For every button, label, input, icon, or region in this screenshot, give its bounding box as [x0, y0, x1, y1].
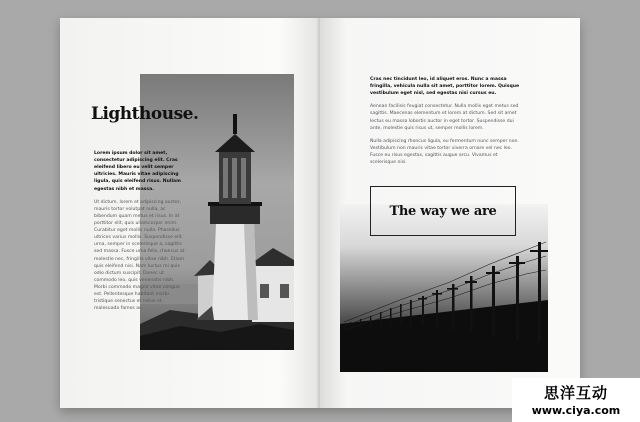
quote-box [370, 186, 516, 236]
right-text-column [370, 76, 520, 172]
left-body-paragraph: Ut dictum, lorem et adipiscing auctor, mauris tortor volutpat nulla, ac bibendum quam metus et risus. In at porttitor elit, quis ullamcorper enim. Curabitur eget mollis nulla. Phasellus ultrices varius mollis. Suspendisse elit urna, semper in scelerisque a, sagittis sed massa. Fusce urna felis, rhoncus at molestie nec, fringilla vitae nibh. Etiam quis eleifend nisi. Nam luctus mi quis odio dictum suscipit. Donec ut commodo leo, quis venenatis nibh. Morbi commodo magna vitae congue est. Pellentesque habitant morbi tristique senectus et netus et malesuada fames ac. [94, 199, 185, 312]
right-paragraph-1: Aenean facilisis feugiat consectetur. Nulla mollis eget metus sed sagittis. Maecenas elementum et lorem at dictum. Sed sit amet lectus eu massa lobortis auctor in eget tortor. Suspendisse dui ante, molestie quis risus ut, semper mollis lorem. [370, 104, 519, 131]
right-paragraph-2: Nulla adipiscing rhoncus ligula, eu fermentum nunc semper non. Vestibulum non mauris vitae tortor viverra ornare vel nec leo. Fusce eu risus egestas, sagittis augue arcu. Vivamus et scelerisque nisi. [370, 138, 519, 166]
watermark-url: www.ciya.com [531, 404, 621, 417]
left-text-column [94, 150, 186, 318]
site-watermark [512, 378, 640, 422]
left-lead-paragraph: Lorem ipsum dolor sit amet, consectetur adipiscing elit. Cras eleifend libero eu velit semper ultricies. Mauris vitae adipiscing ligula, quis eleifend risus. Nullam egestas nibh et massa. [94, 151, 181, 192]
right-lead-paragraph: Cras nec tincidunt leo, id aliquet eros. Nunc a massa fringilla, vehicula nulla sit amet, porttitor lorem. Quisque vestibulum eget nisl, sed egestas nisi cursus eu. [370, 77, 520, 97]
watermark-chinese-text: 思洋互动 [543, 384, 608, 402]
article-title: Lighthouse. [91, 104, 199, 124]
pull-quote: The way we are [389, 203, 497, 219]
right-page [320, 18, 580, 408]
left-page [60, 18, 320, 408]
magazine-spread [60, 18, 580, 408]
